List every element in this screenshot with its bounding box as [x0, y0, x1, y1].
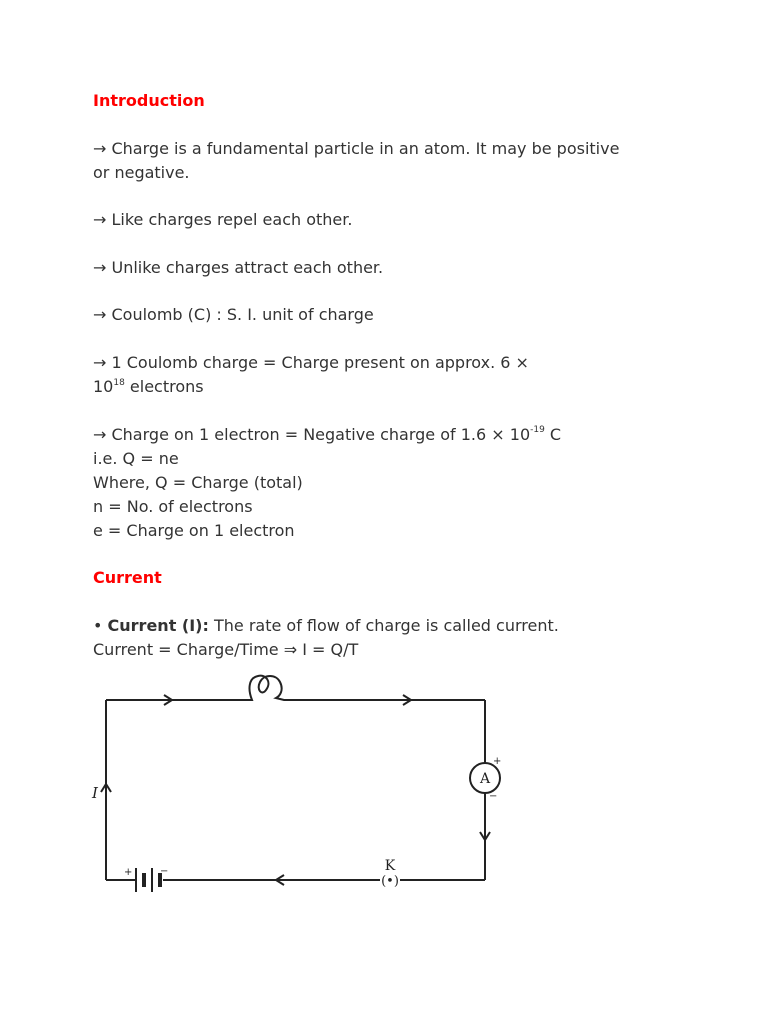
- power-base: 10: [93, 376, 114, 396]
- ammeter-plus-label: +: [493, 756, 502, 767]
- heading-current: Current: [93, 568, 162, 588]
- battery-icon: [136, 868, 160, 892]
- electrons-word: electrons: [124, 376, 204, 396]
- ammeter-minus-label: −: [489, 791, 498, 802]
- current-term: Current (I):: [107, 615, 209, 635]
- power-exponent: 18: [113, 377, 125, 388]
- charge-definition-line-1: → Charge is a fundamental particle in an atom. It may be positive: [93, 138, 620, 158]
- battery-plus-label: +: [124, 867, 133, 878]
- key-icon: (•): [381, 874, 399, 889]
- like-charges-text: → Like charges repel each other.: [93, 210, 353, 230]
- bullet: •: [93, 615, 108, 635]
- e-definition-text: e = Charge on 1 electron: [93, 520, 295, 540]
- unlike-charges-text: → Unlike charges attract each other.: [93, 257, 384, 277]
- coulomb-charge-line-2: [93, 375, 693, 399]
- coulomb-unit-text: → Coulomb (C) : S. I. unit of charge: [93, 305, 374, 325]
- current-definition-text: The rate of flow of charge is called current.: [208, 615, 559, 635]
- ammeter-label: A: [479, 771, 491, 787]
- heading-introduction: Introduction: [93, 91, 205, 110]
- battery-minus-label: −: [160, 866, 169, 877]
- electron-charge-line: [93, 423, 693, 447]
- current-label: I: [92, 784, 98, 802]
- current-formula: Current = Charge/Time ⇒ I = Q/T: [93, 639, 359, 659]
- current-definition: [93, 614, 693, 638]
- electron-charge-exponent: -19: [530, 425, 545, 436]
- electron-charge-text: → Charge on 1 electron = Negative charge of 1.6 × 10: [93, 424, 531, 444]
- article-body: [93, 89, 693, 662]
- bulb-icon: [236, 676, 298, 700]
- circuit-diagram: [88, 668, 508, 898]
- n-definition-text: n = No. of electrons: [93, 496, 253, 516]
- charge-definition-line-2: or negative.: [93, 162, 190, 182]
- formula-q-ne: i.e. Q = ne: [93, 448, 179, 468]
- coulomb-symbol: C: [544, 424, 562, 444]
- where-q-text: Where, Q = Charge (total): [93, 472, 303, 492]
- key-label: K: [384, 858, 396, 874]
- coulomb-charge-line-1: → 1 Coulomb charge = Charge present on approx. 6 ×: [93, 352, 529, 372]
